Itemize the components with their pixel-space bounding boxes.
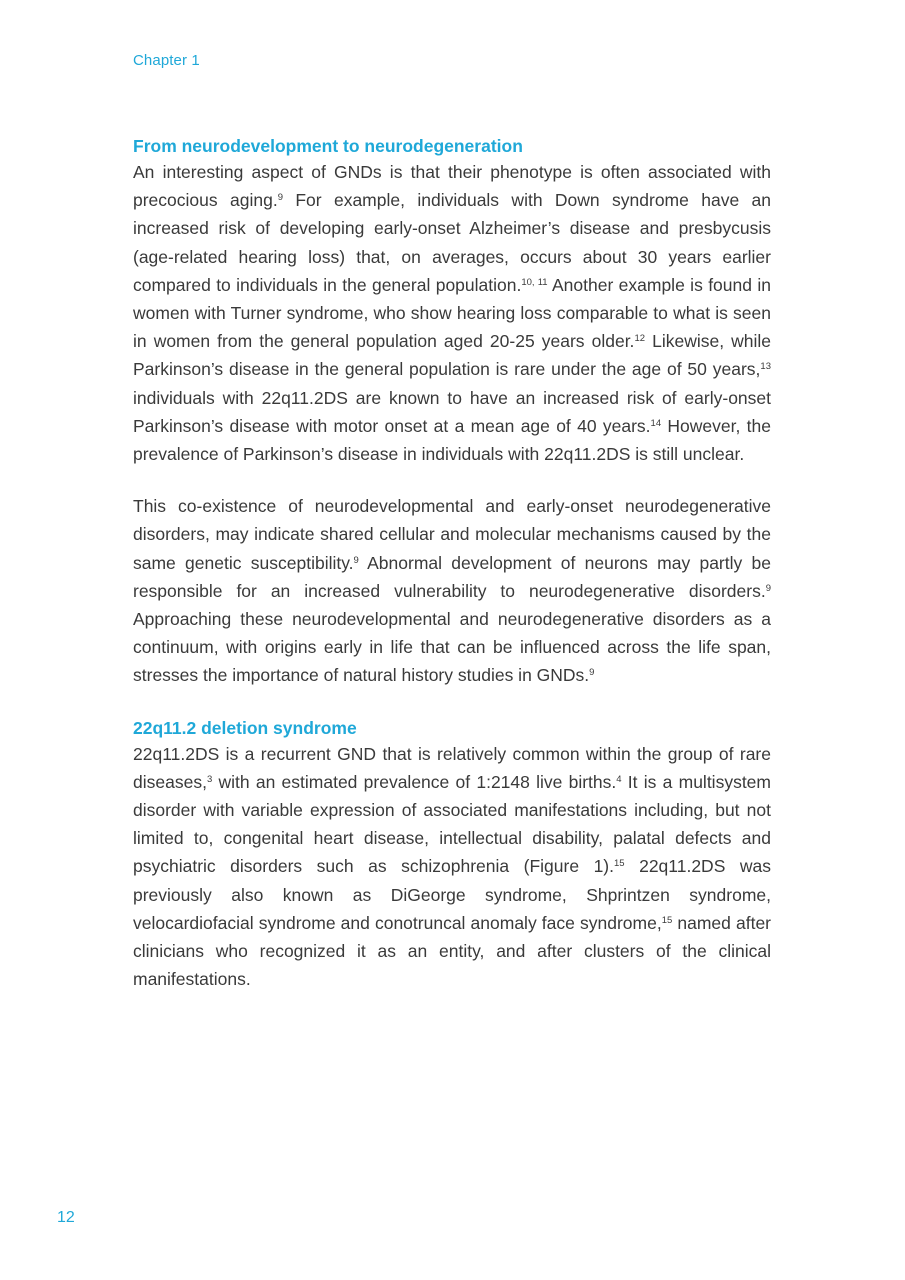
text-run: Abnormal development of neurons may partly be responsible for an increased vulnerability to neurodegenerative disorders. [133,552,771,601]
section-heading-neurodevelopment: From neurodevelopment to neurodegeneration [133,136,523,156]
citation-ref: 4 [616,773,622,785]
page-number: 12 [57,1209,75,1226]
text-run: However, the prevalence of Parkinson’s disease in individuals with 22q11.2DS is still unclear. [133,415,772,465]
citation-ref: 3 [206,773,213,785]
citation-ref: 9 [765,582,771,594]
citation-ref: 15 [614,858,625,870]
text-run: Approaching these neurodevelopmental and neurodegenerative disorders as a continuum, with origins early in life that can be influenced across the life span, stresses the importance of natural history studies in GNDs. [133,609,771,686]
text-run: This co-existence of neurodevelopmental and early-onset neurodegenerative disorders, may indicate shared cellular and molecular mechanisms caused by the same genetic susceptibility. [133,496,771,573]
text-run: It is a multisystem disorder with variable expression of associated manifestations including, but not limited to, congenital heart disease, intellectual disability, palatal defects and psychiatric disorders such as schizophrenia (Figure 1). [133,771,771,877]
text-run: 22q11.2DS was previously also known as DiGeorge syndrome, Shprintzen syndrome, velocardiofacial syndrome and conotruncal anomaly face syndrome, [133,856,771,933]
citation-ref: 9 [589,667,595,679]
running-head-chapter: Chapter 1 [133,52,200,69]
text-run: named after clinicians who recognized it as an entity, and after clusters of the clinical manifestations. [133,912,771,990]
main-content [133,134,771,993]
citation-ref: 12 [634,333,646,345]
paragraph-precocious-aging [133,158,771,468]
section-heading-22q11-2-deletion: 22q11.2 deletion syndrome [133,717,357,738]
text-run: with an estimated prevalence of 1:2148 live births. [212,771,617,792]
text-run: individuals with 22q11.2DS are known to have an increased risk of early-onset Parkinson’s disease with motor onset at a mean age of 40 years. [133,387,771,436]
text-run: Another example is found in women with Turner syndrome, who show hearing loss comparable to what is seen in women from the general population aged 20-25 years older. [133,274,771,352]
citation-ref: 9 [353,554,359,566]
text-run: 22q11.2DS is a recurrent GND that is relatively common within the group of rare diseases, [133,743,771,792]
paragraph-co-existence [133,492,771,689]
citation-ref: 10, 11 [521,276,548,288]
citation-ref: 14 [650,417,662,429]
text-run: Likewise, while Parkinson’s disease in the general population is rare under the age of 50 years, [133,331,772,380]
text-run: For example, individuals with Down syndrome have an increased risk of developing early-onset Alzheimer’s disease and presbycusis (age-related hearing loss) that, on averages, occurs about 30 years earlier compared to individuals in the general population. [133,190,772,295]
text-run: An interesting aspect of GNDs is that their phenotype is often associated with precocious aging. [133,162,771,211]
citation-ref: 9 [277,192,283,204]
citation-ref: 13 [760,361,771,373]
paragraph-22q11-2ds-overview [133,740,771,994]
citation-ref: 15 [661,914,673,926]
